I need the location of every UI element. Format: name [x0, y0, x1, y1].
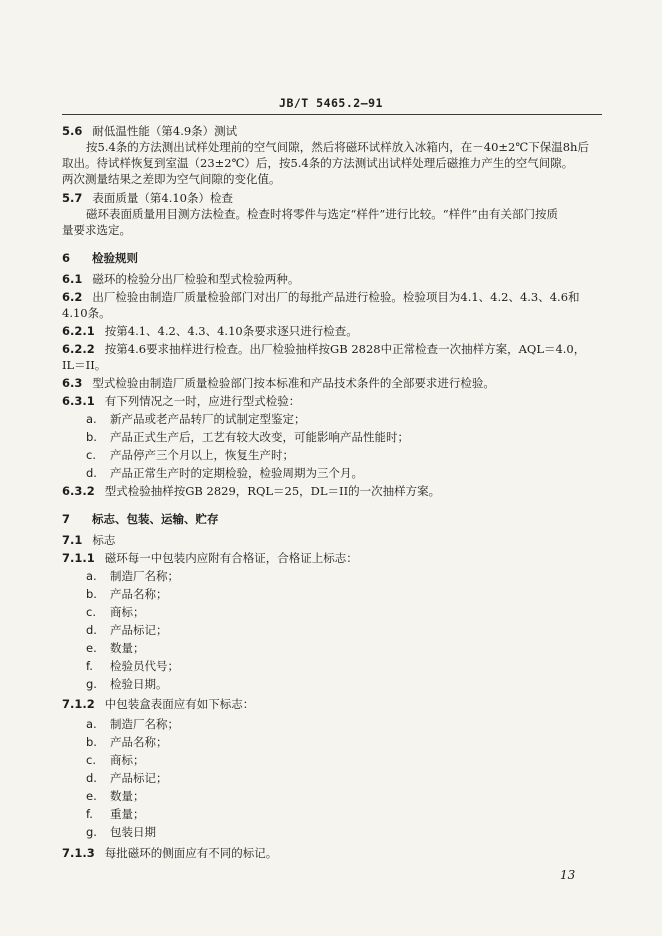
list-item — [86, 466, 363, 481]
chapter-number: 6 — [62, 251, 71, 265]
chapter-number: 7 — [62, 512, 71, 526]
section-title: 表面质量（第4.10条）检查 — [92, 191, 233, 205]
list-item — [86, 587, 168, 602]
list-item — [86, 659, 179, 674]
section-text: 按第4.6要求抽样进行检查。出厂检验抽样按GB 2828中正常检查一次抽样方案，AQL＝4.0， — [104, 342, 586, 356]
section-number: 6.2 — [62, 290, 83, 304]
chapter-title: 检验规则 — [92, 251, 139, 265]
list-item — [86, 771, 168, 786]
section-7-1 — [62, 533, 115, 548]
chapter-title: 标志、包装、运输、贮存 — [92, 512, 219, 526]
section-number: 6.2.1 — [62, 324, 95, 338]
section-5-6-para-line-1: 按5.4条的方法测出试样处理前的空气间隙，然后将磁环试样放入冰箱内，在－40±2℃下保温8h后 — [86, 140, 589, 154]
list-item — [86, 623, 168, 638]
section-5-7-para-line-1: 磁环表面质量用目测方法检查。检查时将零件与选定“样件”进行比较。“样件”由有关部门按质 — [86, 207, 559, 221]
section-text: 中包装盒表面应有如下标志： — [104, 697, 255, 711]
list-item-text: 检验员代号； — [110, 659, 179, 673]
list-item-letter: d. — [86, 771, 97, 785]
list-item-letter: f. — [86, 659, 93, 673]
section-text: 每批磁环的侧面应有不同的标记。 — [104, 846, 278, 860]
list-item-letter: e. — [86, 789, 97, 803]
section-number: 6.3.2 — [62, 484, 95, 498]
list-item-letter: e. — [86, 641, 97, 655]
section-6-2-1 — [62, 324, 358, 339]
section-text: 按第4.1、4.2、4.3、4.10条要求逐只进行检查。 — [104, 324, 358, 338]
list-item — [86, 735, 168, 750]
section-number: 6.2.2 — [62, 342, 95, 356]
list-item-text: 新产品或老产品转厂的试制定型鉴定； — [110, 412, 306, 426]
section-5-6-para-line-3: 两次测量结果之差即为空气间隙的变化值。 — [62, 172, 281, 186]
list-item-text: 商标； — [110, 753, 145, 767]
section-number: 7.1 — [62, 533, 83, 547]
list-item — [86, 717, 179, 732]
section-number: 7.1.3 — [62, 846, 95, 860]
list-item — [86, 412, 306, 427]
list-item-letter: b. — [86, 430, 97, 444]
list-item-letter: f. — [86, 807, 93, 821]
list-item — [86, 789, 145, 804]
section-6-3-1 — [62, 394, 300, 409]
list-item — [86, 448, 294, 463]
section-5-7-para-line-2: 量要求选定。 — [62, 223, 131, 237]
list-item-text: 重量； — [110, 807, 145, 821]
list-item-letter: c. — [86, 448, 96, 462]
section-6-3-2 — [62, 484, 440, 499]
list-item-letter: b. — [86, 735, 97, 749]
chapter-6-heading — [62, 251, 138, 266]
section-7-1-2 — [62, 697, 254, 712]
section-number: 7.1.2 — [62, 697, 95, 711]
list-item-letter: c. — [86, 605, 96, 619]
section-5-6-para-line-2: 取出。待试样恢复到室温（23±2℃）后，按5.4条的方法测试出试样处理后磁推力产生的空气间隙。 — [62, 156, 574, 170]
page-number: 13 — [560, 868, 576, 882]
list-item — [86, 605, 145, 620]
list-item-text: 产品正常生产时的定期检验，检验周期为三个月。 — [110, 466, 363, 480]
list-item-text: 产品标记； — [110, 623, 168, 637]
list-item-letter: b. — [86, 587, 97, 601]
chapter-7-heading — [62, 512, 219, 527]
list-item-text: 商标； — [110, 605, 145, 619]
section-number: 5.7 — [62, 191, 83, 205]
section-number: 7.1.1 — [62, 551, 95, 565]
list-item — [86, 641, 145, 656]
section-text: 有下列情况之一时，应进行型式检验： — [104, 394, 301, 408]
list-item-text: 产品名称； — [110, 587, 168, 601]
section-5-6-heading — [62, 124, 237, 139]
list-item-text: 制造厂名称； — [110, 717, 179, 731]
list-item-letter: a. — [86, 717, 97, 731]
section-text: 磁环的检验分出厂检验和型式检验两种。 — [92, 272, 300, 286]
list-item — [86, 753, 145, 768]
section-title: 耐低温性能（第4.9条）测试 — [92, 124, 238, 138]
list-item — [86, 807, 145, 822]
list-item — [86, 569, 179, 584]
list-item-text: 产品标记； — [110, 771, 168, 785]
list-item-text: 制造厂名称； — [110, 569, 179, 583]
list-item-text: 数量； — [110, 641, 145, 655]
section-7-1-1 — [62, 551, 358, 566]
section-number: 6.3.1 — [62, 394, 95, 408]
list-item-text: 产品停产三个月以上，恢复生产时； — [110, 448, 294, 462]
section-text: 标志 — [92, 533, 116, 547]
section-text: 型式检验由制造厂质量检验部门按本标准和产品技术条件的全部要求进行检验。 — [92, 376, 495, 390]
list-item-letter: g. — [86, 677, 97, 691]
section-number: 6.1 — [62, 272, 83, 286]
list-item — [86, 825, 156, 840]
list-item-letter: a. — [86, 569, 97, 583]
section-7-1-3 — [62, 846, 277, 861]
section-6-3 — [62, 376, 495, 391]
list-item-text: 数量； — [110, 789, 145, 803]
section-text: 型式检验抽样按GB 2829，RQL＝25，DL＝II的一次抽样方案。 — [104, 484, 441, 498]
header-rule — [62, 114, 602, 115]
section-number: 6.3 — [62, 376, 83, 390]
list-item — [86, 677, 168, 692]
section-6-1 — [62, 272, 299, 287]
list-item-text: 包装日期 — [110, 825, 156, 839]
list-item-text: 产品正式生产后，工艺有较大改变，可能影响产品性能时； — [110, 430, 409, 444]
list-item — [86, 430, 409, 445]
section-6-2-2-line-1 — [62, 342, 585, 357]
section-6-2-line-1 — [62, 290, 580, 305]
section-6-2-line-2: 4.10条。 — [62, 306, 111, 320]
list-item-letter: c. — [86, 753, 96, 767]
list-item-text: 产品名称； — [110, 735, 168, 749]
list-item-letter: a. — [86, 412, 97, 426]
list-item-text: 检验日期。 — [110, 677, 168, 691]
list-item-letter: d. — [86, 623, 97, 637]
section-number: 5.6 — [62, 124, 83, 138]
section-6-2-2-line-2: IL＝II。 — [62, 358, 107, 372]
list-item-letter: g. — [86, 825, 97, 839]
section-text: 出厂检验由制造厂质量检验部门对出厂的每批产品进行检验。检验项目为4.1、4.2、4.3、4.6和 — [92, 290, 580, 304]
section-text: 磁环每一中包装内应附有合格证，合格证上标志： — [104, 551, 358, 565]
list-item-letter: d. — [86, 466, 97, 480]
standard-header: JB/T 5465.2—91 — [279, 96, 383, 110]
section-5-7-heading — [62, 191, 233, 206]
